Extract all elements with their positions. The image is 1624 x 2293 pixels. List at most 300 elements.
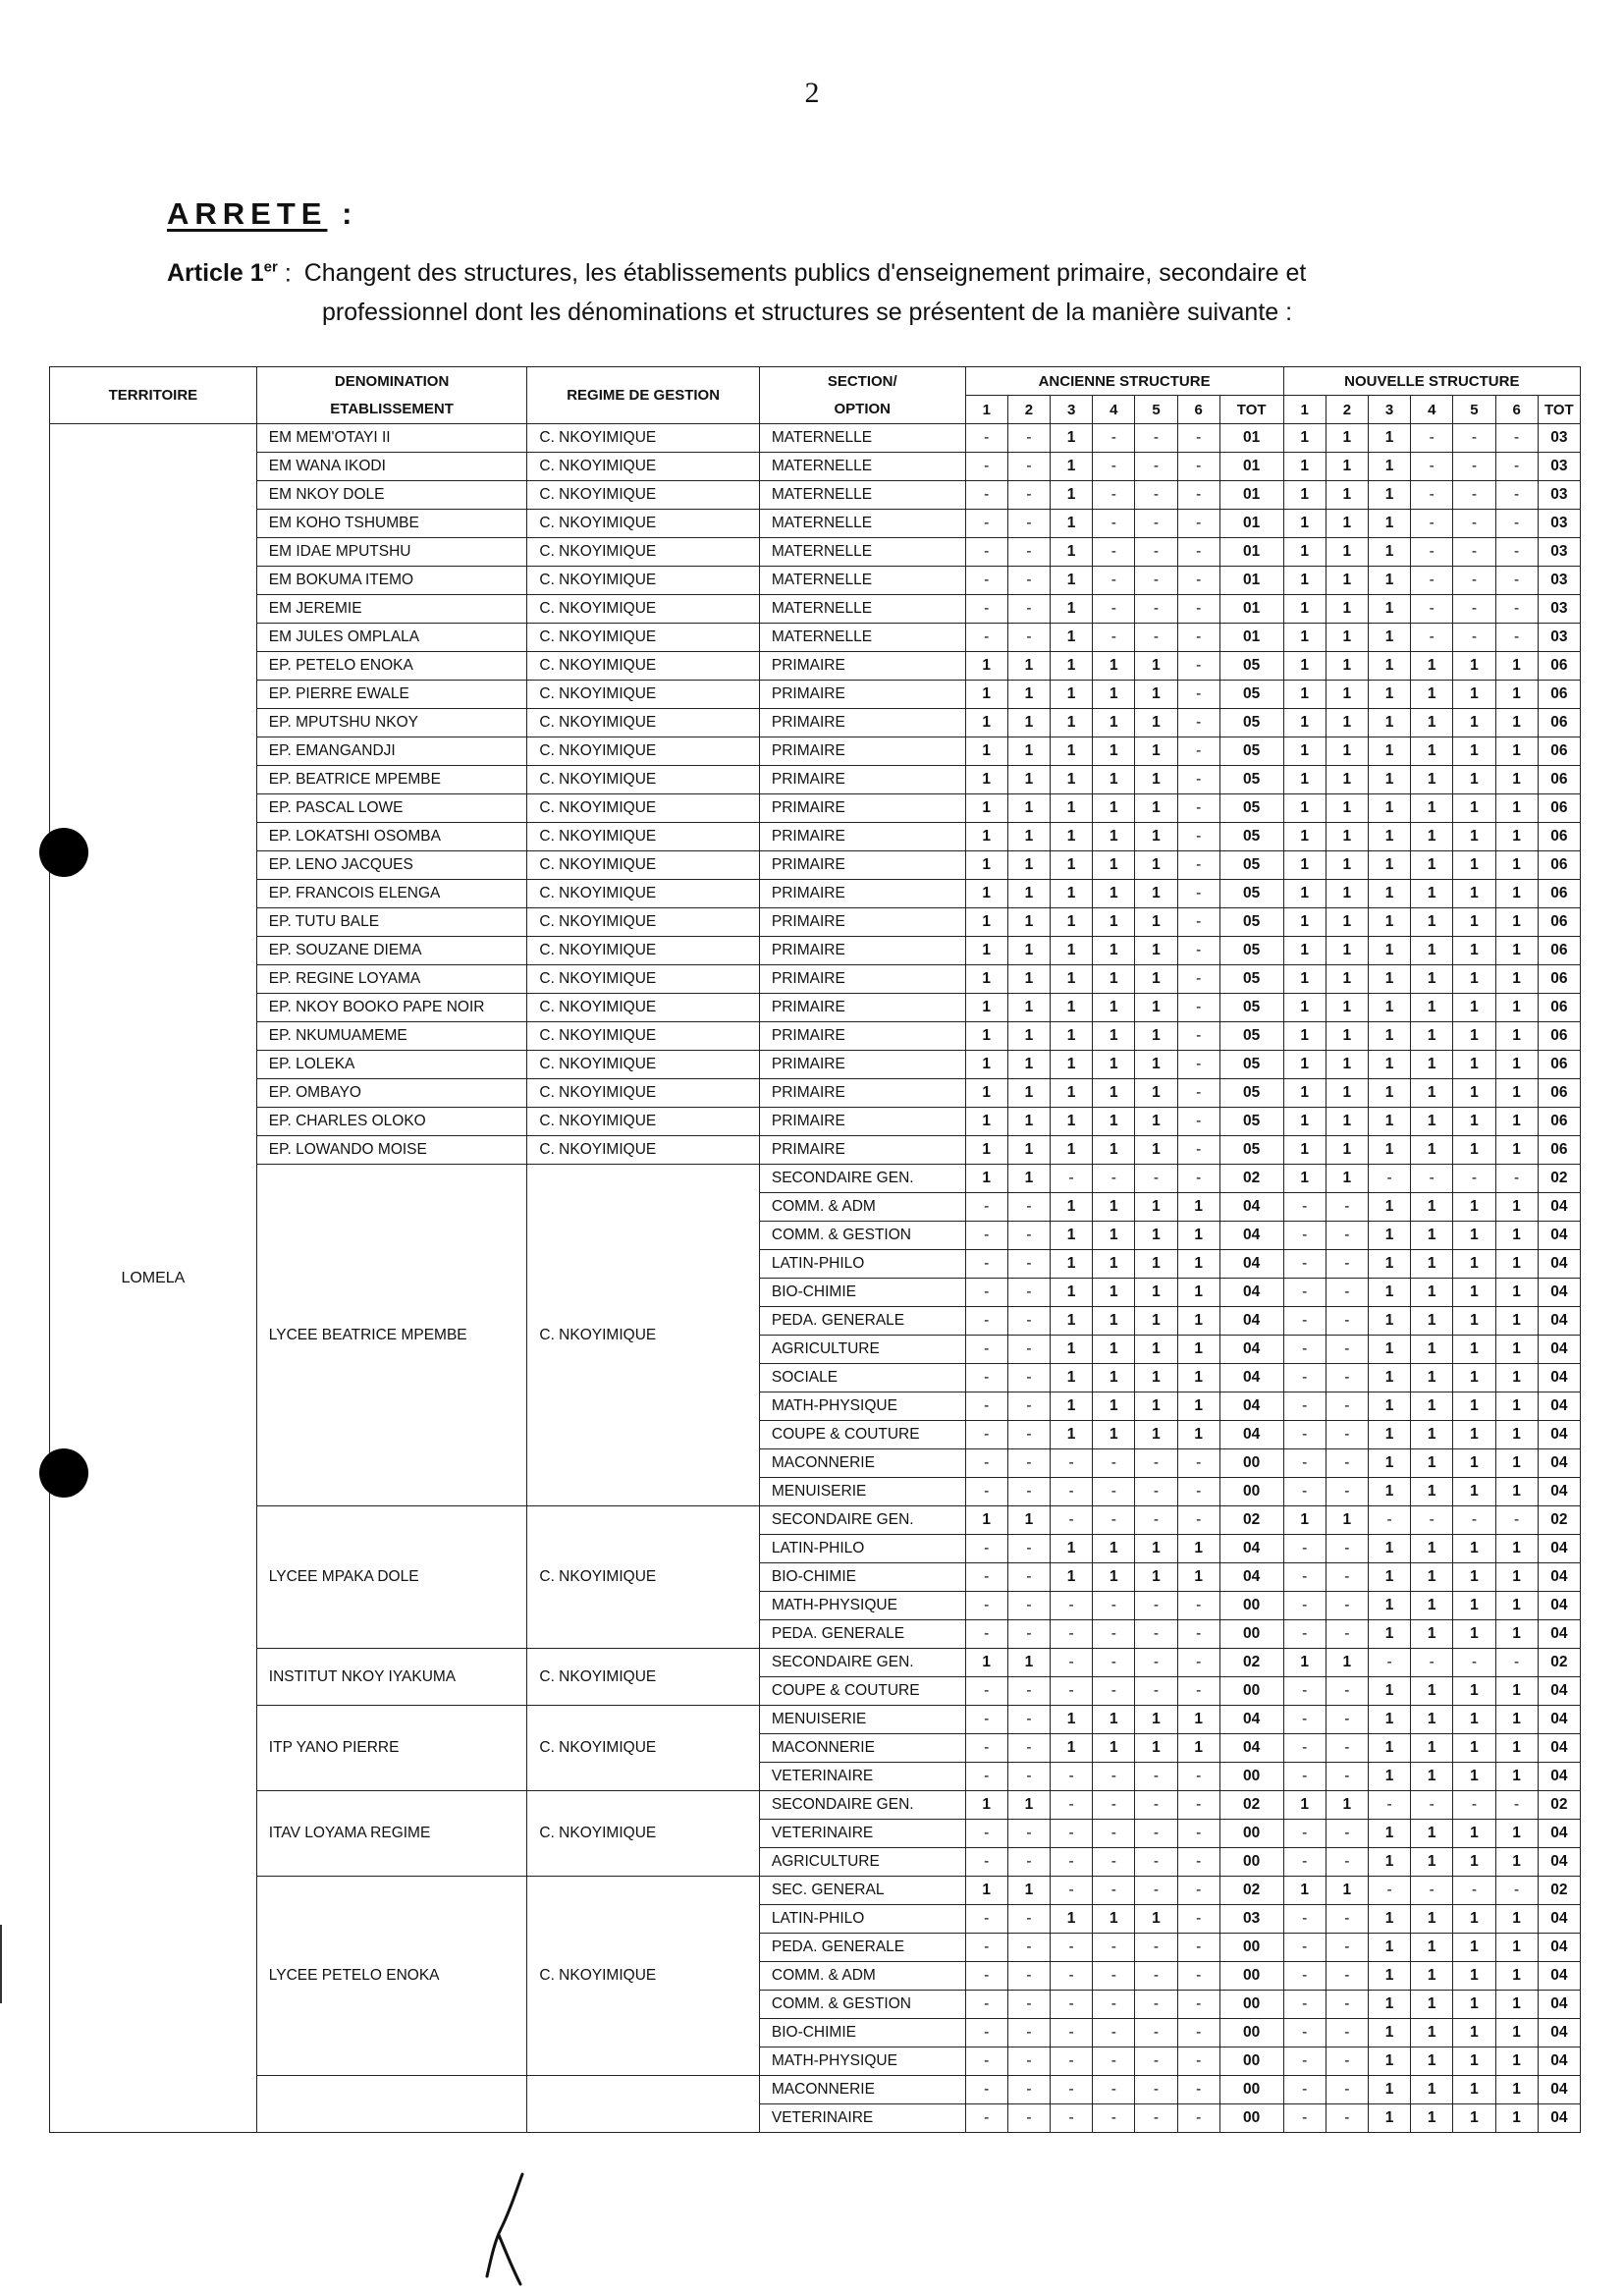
table-row xyxy=(50,1108,1581,1136)
table-row xyxy=(50,652,1581,681)
old-level-3: - xyxy=(1051,1991,1093,2019)
article-separator: : xyxy=(284,259,292,288)
new-level-5: - xyxy=(1453,510,1495,538)
old-tot: 04 xyxy=(1219,1392,1283,1421)
new-level-1: - xyxy=(1283,1421,1326,1449)
old-level-2: 1 xyxy=(1007,1136,1050,1165)
new-level-1: 1 xyxy=(1283,510,1326,538)
new-level-2: 1 xyxy=(1326,1051,1368,1079)
header-old-col-2: 2 xyxy=(1007,396,1050,424)
article-line-2: professionnel dont les dénominations et structures se présentent de la manière suivante : xyxy=(322,299,1293,327)
old-level-1: 1 xyxy=(965,794,1007,823)
new-level-4: 1 xyxy=(1411,794,1453,823)
new-level-2: - xyxy=(1326,1449,1368,1478)
new-tot: 03 xyxy=(1538,567,1580,595)
new-level-5: 1 xyxy=(1453,1307,1495,1336)
management-regime: C. NKOYIMIQUE xyxy=(527,823,760,851)
new-level-6: 1 xyxy=(1495,1250,1538,1279)
section-option: COMM. & GESTION xyxy=(759,1991,965,2019)
section-option: PRIMAIRE xyxy=(759,737,965,766)
old-level-3: - xyxy=(1051,1165,1093,1193)
old-level-4: - xyxy=(1093,2076,1135,2104)
new-level-5: - xyxy=(1453,567,1495,595)
new-level-2: 1 xyxy=(1326,681,1368,709)
old-level-4: 1 xyxy=(1093,1222,1135,1250)
table-row xyxy=(50,1706,1581,1734)
old-level-1: - xyxy=(965,1820,1007,1848)
old-level-6: - xyxy=(1177,453,1219,481)
section-option: COMM. & GESTION xyxy=(759,1222,965,1250)
new-level-6: 1 xyxy=(1495,1108,1538,1136)
new-level-1: - xyxy=(1283,1307,1326,1336)
old-tot: 02 xyxy=(1219,1877,1283,1905)
table-row xyxy=(50,567,1581,595)
old-level-3: 1 xyxy=(1051,709,1093,737)
old-level-5: 1 xyxy=(1135,794,1177,823)
new-level-3: 1 xyxy=(1368,2104,1410,2133)
new-level-3: 1 xyxy=(1368,1051,1410,1079)
new-level-1: 1 xyxy=(1283,994,1326,1022)
old-level-3: - xyxy=(1051,1478,1093,1506)
new-level-3: 1 xyxy=(1368,1820,1410,1848)
new-level-4: 1 xyxy=(1411,1734,1453,1763)
school-name: LYCEE MPAKA DOLE xyxy=(256,1506,527,1649)
new-level-5: 1 xyxy=(1453,908,1495,937)
old-tot: 05 xyxy=(1219,851,1283,880)
old-tot: 00 xyxy=(1219,2076,1283,2104)
old-tot: 05 xyxy=(1219,709,1283,737)
new-level-2: 1 xyxy=(1326,908,1368,937)
old-tot: 04 xyxy=(1219,1364,1283,1392)
new-level-2: - xyxy=(1326,1563,1368,1592)
old-level-1: 1 xyxy=(965,1877,1007,1905)
old-tot: 04 xyxy=(1219,1222,1283,1250)
school-name: INSTITUT NKOY IYAKUMA xyxy=(256,1649,527,1706)
old-level-5: - xyxy=(1135,538,1177,567)
old-level-6: - xyxy=(1177,965,1219,994)
old-level-6: - xyxy=(1177,1649,1219,1677)
old-level-5: 1 xyxy=(1135,681,1177,709)
old-tot: 04 xyxy=(1219,1421,1283,1449)
old-level-2: 1 xyxy=(1007,1051,1050,1079)
new-level-5: - xyxy=(1453,481,1495,510)
old-level-3: 1 xyxy=(1051,595,1093,624)
section-option: MACONNERIE xyxy=(759,2076,965,2104)
table-row xyxy=(50,1136,1581,1165)
new-level-3: 1 xyxy=(1368,880,1410,908)
new-level-5: 1 xyxy=(1453,1563,1495,1592)
table-row xyxy=(50,1051,1581,1079)
section-option: MATERNELLE xyxy=(759,481,965,510)
new-level-4: 1 xyxy=(1411,1307,1453,1336)
old-level-6: - xyxy=(1177,1506,1219,1535)
table-row xyxy=(50,624,1581,652)
old-level-4: - xyxy=(1093,1820,1135,1848)
new-level-4: 1 xyxy=(1411,1222,1453,1250)
old-level-1: - xyxy=(965,538,1007,567)
old-level-5: 1 xyxy=(1135,1193,1177,1222)
section-option: PRIMAIRE xyxy=(759,652,965,681)
new-tot: 04 xyxy=(1538,1563,1580,1592)
old-level-3: 1 xyxy=(1051,481,1093,510)
section-option: PRIMAIRE xyxy=(759,823,965,851)
new-level-3: 1 xyxy=(1368,1677,1410,1706)
old-level-4: 1 xyxy=(1093,1108,1135,1136)
new-level-6: - xyxy=(1495,1791,1538,1820)
new-level-5: 1 xyxy=(1453,1022,1495,1051)
old-level-2: 1 xyxy=(1007,766,1050,794)
new-level-2: 1 xyxy=(1326,937,1368,965)
section-option: MATERNELLE xyxy=(759,624,965,652)
school-name: EP. FRANCOIS ELENGA xyxy=(256,880,527,908)
old-tot: 01 xyxy=(1219,624,1283,652)
old-level-4: - xyxy=(1093,538,1135,567)
new-level-6: 1 xyxy=(1495,1706,1538,1734)
old-level-3: - xyxy=(1051,2076,1093,2104)
new-level-1: - xyxy=(1283,1478,1326,1506)
old-tot: 00 xyxy=(1219,1449,1283,1478)
new-level-6: - xyxy=(1495,1649,1538,1677)
old-level-3: 1 xyxy=(1051,1250,1093,1279)
old-level-6: - xyxy=(1177,595,1219,624)
school-name: LYCEE PETELO ENOKA xyxy=(256,1877,527,2076)
new-level-5: 1 xyxy=(1453,2047,1495,2076)
old-level-1: 1 xyxy=(965,681,1007,709)
new-level-6: 1 xyxy=(1495,652,1538,681)
section-option: MENUISERIE xyxy=(759,1706,965,1734)
old-level-5: 1 xyxy=(1135,766,1177,794)
old-level-6: - xyxy=(1177,766,1219,794)
school-name: EP. PIERRE EWALE xyxy=(256,681,527,709)
section-option: PRIMAIRE xyxy=(759,880,965,908)
old-tot: 00 xyxy=(1219,1763,1283,1791)
old-level-2: - xyxy=(1007,2019,1050,2047)
old-level-4: 1 xyxy=(1093,1307,1135,1336)
new-level-3: 1 xyxy=(1368,766,1410,794)
new-level-1: - xyxy=(1283,1677,1326,1706)
new-tot: 06 xyxy=(1538,1022,1580,1051)
new-level-1: - xyxy=(1283,2076,1326,2104)
new-level-1: - xyxy=(1283,2047,1326,2076)
old-level-3: 1 xyxy=(1051,1136,1093,1165)
section-option: VETERINAIRE xyxy=(759,2104,965,2133)
new-level-3: 1 xyxy=(1368,1934,1410,1962)
old-level-2: - xyxy=(1007,1962,1050,1991)
section-option: SOCIALE xyxy=(759,1364,965,1392)
management-regime: C. NKOYIMIQUE xyxy=(527,481,760,510)
new-level-3: 1 xyxy=(1368,1364,1410,1392)
school-name: EP. MPUTSHU NKOY xyxy=(256,709,527,737)
header-old-col-tot: TOT xyxy=(1219,396,1283,424)
scan-edge-mark xyxy=(0,1925,2,2003)
new-level-1: - xyxy=(1283,1620,1326,1649)
old-level-6: - xyxy=(1177,1449,1219,1478)
new-level-6: 1 xyxy=(1495,1364,1538,1392)
new-tot: 04 xyxy=(1538,1535,1580,1563)
new-level-5: 1 xyxy=(1453,1108,1495,1136)
article-label xyxy=(167,259,278,287)
table-row xyxy=(50,737,1581,766)
old-level-3: - xyxy=(1051,1677,1093,1706)
new-level-2: 1 xyxy=(1326,538,1368,567)
new-level-2: - xyxy=(1326,1820,1368,1848)
new-level-4: 1 xyxy=(1411,1051,1453,1079)
new-level-2: - xyxy=(1326,1592,1368,1620)
old-level-2: 1 xyxy=(1007,851,1050,880)
new-level-4: 1 xyxy=(1411,1763,1453,1791)
new-level-4: 1 xyxy=(1411,851,1453,880)
old-level-2: 1 xyxy=(1007,709,1050,737)
school-name: EM MEM'OTAYI II xyxy=(256,424,527,453)
new-level-5: 1 xyxy=(1453,2104,1495,2133)
old-tot: 05 xyxy=(1219,994,1283,1022)
new-level-3: 1 xyxy=(1368,1763,1410,1791)
new-level-6: - xyxy=(1495,595,1538,624)
old-level-1: - xyxy=(965,1193,1007,1222)
new-tot: 06 xyxy=(1538,908,1580,937)
new-level-6: 1 xyxy=(1495,1392,1538,1421)
section-option: BIO-CHIMIE xyxy=(759,2019,965,2047)
header-old-col-3: 3 xyxy=(1051,396,1093,424)
management-regime: C. NKOYIMIQUE xyxy=(527,880,760,908)
old-level-3: 1 xyxy=(1051,453,1093,481)
old-level-3: 1 xyxy=(1051,1108,1093,1136)
new-level-5: 1 xyxy=(1453,1592,1495,1620)
old-level-1: - xyxy=(965,1848,1007,1877)
section-option: PRIMAIRE xyxy=(759,681,965,709)
section-option: MENUISERIE xyxy=(759,1478,965,1506)
new-level-5: 1 xyxy=(1453,681,1495,709)
old-level-3: 1 xyxy=(1051,880,1093,908)
section-option: MATERNELLE xyxy=(759,510,965,538)
old-level-3: 1 xyxy=(1051,908,1093,937)
old-level-1: 1 xyxy=(965,851,1007,880)
new-level-3: 1 xyxy=(1368,851,1410,880)
section-option: LATIN-PHILO xyxy=(759,1250,965,1279)
old-level-6: - xyxy=(1177,2076,1219,2104)
old-level-2: 1 xyxy=(1007,681,1050,709)
table-header xyxy=(50,367,1581,424)
new-level-5: 1 xyxy=(1453,1136,1495,1165)
old-level-3: - xyxy=(1051,1763,1093,1791)
new-level-5: 1 xyxy=(1453,737,1495,766)
new-level-2: - xyxy=(1326,1222,1368,1250)
old-level-6: - xyxy=(1177,1962,1219,1991)
old-level-6: - xyxy=(1177,2019,1219,2047)
old-level-1: 1 xyxy=(965,1165,1007,1193)
section-option: PRIMAIRE xyxy=(759,766,965,794)
old-level-5: 1 xyxy=(1135,1364,1177,1392)
new-tot: 04 xyxy=(1538,1336,1580,1364)
old-level-1: - xyxy=(965,2104,1007,2133)
old-level-5: 1 xyxy=(1135,1022,1177,1051)
old-level-3: - xyxy=(1051,1649,1093,1677)
section-option: PRIMAIRE xyxy=(759,709,965,737)
new-level-3: 1 xyxy=(1368,1392,1410,1421)
old-level-5: - xyxy=(1135,453,1177,481)
new-level-3: - xyxy=(1368,1165,1410,1193)
old-level-3: - xyxy=(1051,2104,1093,2133)
old-level-1: - xyxy=(965,1563,1007,1592)
old-tot: 05 xyxy=(1219,937,1283,965)
new-level-2: - xyxy=(1326,1336,1368,1364)
school-name: EP. BEATRICE MPEMBE xyxy=(256,766,527,794)
section-option: VETERINAIRE xyxy=(759,1820,965,1848)
new-tot: 04 xyxy=(1538,2019,1580,2047)
old-level-5: - xyxy=(1135,1934,1177,1962)
management-regime: C. NKOYIMIQUE xyxy=(527,624,760,652)
new-level-6: 1 xyxy=(1495,851,1538,880)
new-tot: 04 xyxy=(1538,1962,1580,1991)
old-level-1: 1 xyxy=(965,1022,1007,1051)
new-tot: 04 xyxy=(1538,1250,1580,1279)
old-level-6: - xyxy=(1177,937,1219,965)
old-level-3: - xyxy=(1051,2047,1093,2076)
old-level-2: - xyxy=(1007,567,1050,595)
old-level-3: - xyxy=(1051,1934,1093,1962)
new-tot: 02 xyxy=(1538,1649,1580,1677)
new-tot: 04 xyxy=(1538,1905,1580,1934)
old-level-1: - xyxy=(965,1592,1007,1620)
new-level-2: 1 xyxy=(1326,510,1368,538)
school-name: EM NKOY DOLE xyxy=(256,481,527,510)
old-level-5: 1 xyxy=(1135,1250,1177,1279)
new-level-3: 1 xyxy=(1368,1022,1410,1051)
section-option: PRIMAIRE xyxy=(759,1079,965,1108)
table-row xyxy=(50,965,1581,994)
old-level-1: - xyxy=(965,2076,1007,2104)
new-level-2: 1 xyxy=(1326,424,1368,453)
old-level-1: 1 xyxy=(965,766,1007,794)
new-level-2: - xyxy=(1326,1905,1368,1934)
management-regime xyxy=(527,2076,760,2133)
new-tot: 04 xyxy=(1538,1478,1580,1506)
old-level-2: 1 xyxy=(1007,1506,1050,1535)
old-level-3: - xyxy=(1051,1592,1093,1620)
new-level-1: - xyxy=(1283,1279,1326,1307)
new-level-4: 1 xyxy=(1411,1336,1453,1364)
old-level-4: - xyxy=(1093,453,1135,481)
old-level-6: 1 xyxy=(1177,1222,1219,1250)
header-new-col-2: 2 xyxy=(1326,396,1368,424)
new-level-2: 1 xyxy=(1326,880,1368,908)
new-tot: 06 xyxy=(1538,681,1580,709)
old-level-6: 1 xyxy=(1177,1392,1219,1421)
table-row xyxy=(50,595,1581,624)
old-level-5: 1 xyxy=(1135,994,1177,1022)
old-tot: 04 xyxy=(1219,1336,1283,1364)
new-level-4: 1 xyxy=(1411,1193,1453,1222)
old-level-1: 1 xyxy=(965,1791,1007,1820)
old-level-3: 1 xyxy=(1051,1706,1093,1734)
old-level-3: 1 xyxy=(1051,1022,1093,1051)
table-row xyxy=(50,1506,1581,1535)
new-level-4: 1 xyxy=(1411,823,1453,851)
new-level-2: - xyxy=(1326,2076,1368,2104)
old-level-5: - xyxy=(1135,2104,1177,2133)
header-old-col-1: 1 xyxy=(965,396,1007,424)
header-territoire: TERRITOIRE xyxy=(50,367,257,424)
old-level-5: 1 xyxy=(1135,1079,1177,1108)
new-level-6: 1 xyxy=(1495,823,1538,851)
new-level-5: - xyxy=(1453,1165,1495,1193)
old-tot: 00 xyxy=(1219,1820,1283,1848)
table-row xyxy=(50,880,1581,908)
new-tot: 04 xyxy=(1538,1677,1580,1706)
old-level-2: - xyxy=(1007,453,1050,481)
old-level-2: - xyxy=(1007,1449,1050,1478)
new-level-5: 1 xyxy=(1453,965,1495,994)
new-level-3: 1 xyxy=(1368,481,1410,510)
new-level-5: 1 xyxy=(1453,1763,1495,1791)
management-regime: C. NKOYIMIQUE xyxy=(527,851,760,880)
old-level-4: 1 xyxy=(1093,823,1135,851)
old-level-1: - xyxy=(965,1962,1007,1991)
new-level-6: 1 xyxy=(1495,1563,1538,1592)
management-regime: C. NKOYIMIQUE xyxy=(527,794,760,823)
old-level-5: - xyxy=(1135,595,1177,624)
new-level-4: 1 xyxy=(1411,1022,1453,1051)
new-level-4: - xyxy=(1411,624,1453,652)
old-level-4: 1 xyxy=(1093,1364,1135,1392)
old-level-6: - xyxy=(1177,1592,1219,1620)
new-tot: 02 xyxy=(1538,1165,1580,1193)
new-level-2: - xyxy=(1326,1620,1368,1649)
old-level-2: - xyxy=(1007,1620,1050,1649)
old-level-1: 1 xyxy=(965,1079,1007,1108)
new-tot: 03 xyxy=(1538,538,1580,567)
old-level-1: - xyxy=(965,1706,1007,1734)
old-level-4: - xyxy=(1093,481,1135,510)
old-level-2: - xyxy=(1007,510,1050,538)
new-level-6: - xyxy=(1495,424,1538,453)
old-level-1: - xyxy=(965,1535,1007,1563)
new-level-6: 1 xyxy=(1495,1734,1538,1763)
management-regime: C. NKOYIMIQUE xyxy=(527,1165,760,1506)
new-level-4: 1 xyxy=(1411,1136,1453,1165)
table-row xyxy=(50,766,1581,794)
old-level-3: 1 xyxy=(1051,510,1093,538)
old-level-2: - xyxy=(1007,1535,1050,1563)
new-level-6: 1 xyxy=(1495,1279,1538,1307)
old-level-5: 1 xyxy=(1135,1307,1177,1336)
old-level-1: - xyxy=(965,1250,1007,1279)
school-name: EP. LOKATSHI OSOMBA xyxy=(256,823,527,851)
new-level-1: 1 xyxy=(1283,538,1326,567)
old-level-6: 1 xyxy=(1177,1336,1219,1364)
new-level-6: - xyxy=(1495,1165,1538,1193)
table-row xyxy=(50,481,1581,510)
new-level-5: 1 xyxy=(1453,1734,1495,1763)
new-level-1: - xyxy=(1283,1563,1326,1592)
management-regime: C. NKOYIMIQUE xyxy=(527,681,760,709)
new-tot: 06 xyxy=(1538,1136,1580,1165)
new-tot: 03 xyxy=(1538,510,1580,538)
header-new-col-4: 4 xyxy=(1411,396,1453,424)
section-option: MATERNELLE xyxy=(759,424,965,453)
new-level-2: 1 xyxy=(1326,1022,1368,1051)
new-level-4: 1 xyxy=(1411,937,1453,965)
old-level-4: 1 xyxy=(1093,737,1135,766)
old-level-3: 1 xyxy=(1051,1079,1093,1108)
header-section-line2: OPTION xyxy=(834,400,892,417)
new-tot: 04 xyxy=(1538,1222,1580,1250)
new-level-6: 1 xyxy=(1495,1336,1538,1364)
new-level-6: - xyxy=(1495,567,1538,595)
header-section-line1: SECTION/ xyxy=(827,372,897,390)
article-sup: er xyxy=(263,259,278,276)
school-name: EM JULES OMPLALA xyxy=(256,624,527,652)
